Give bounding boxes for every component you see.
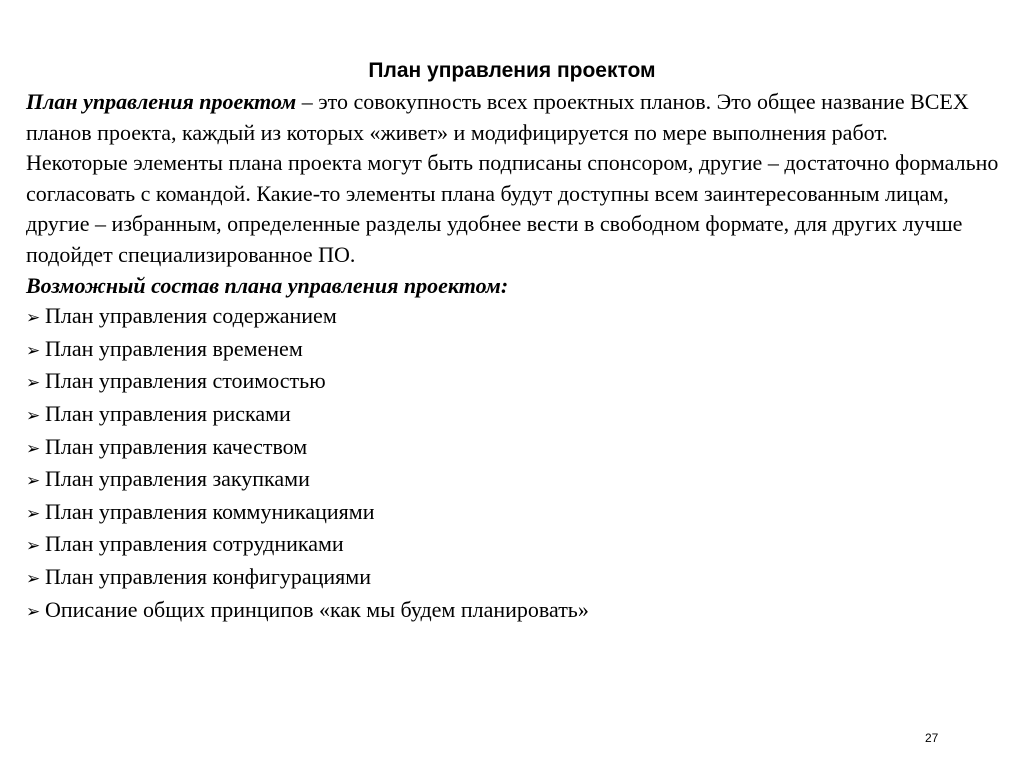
list-item-text: План управления содержанием	[45, 303, 337, 329]
list-item-text: Описание общих принципов «как мы будем планировать»	[45, 596, 589, 622]
list-item-text: План управления рисками	[45, 400, 291, 426]
page-number: 27	[925, 731, 939, 745]
arrowhead-bullet-icon: ➢	[26, 568, 41, 589]
list-item-text: План управления стоимостью	[45, 368, 326, 394]
list-item	[26, 334, 1001, 367]
arrowhead-bullet-icon: ➢	[26, 536, 41, 557]
arrowhead-bullet-icon: ➢	[26, 471, 41, 492]
list-item-text: План управления временем	[45, 335, 303, 361]
list-item	[26, 464, 1001, 497]
arrowhead-bullet-icon: ➢	[26, 601, 41, 622]
list-item-text: План управления конфигурациями	[45, 563, 371, 589]
list-item	[26, 562, 1001, 595]
list-item	[26, 301, 1001, 334]
list-item-text: План управления коммуникациями	[45, 498, 375, 524]
list-item	[26, 366, 1001, 399]
definition-text: – это совокупность всех проектных планов. Это общее название ВСЕХ планов проекта, каждый из которых «живет» и модифицируется по мере выполнения работ.	[26, 89, 969, 145]
list-item	[26, 595, 1001, 628]
list-item	[26, 529, 1001, 562]
arrowhead-bullet-icon: ➢	[26, 405, 41, 426]
list-heading	[26, 271, 1001, 302]
arrowhead-bullet-icon: ➢	[26, 308, 41, 329]
list-heading-colon: :	[500, 272, 509, 298]
list-item	[26, 432, 1001, 465]
list-item	[26, 497, 1001, 530]
list-heading-text: Возможный состав плана управления проектом	[26, 272, 501, 298]
arrowhead-bullet-icon: ➢	[26, 503, 41, 524]
list-item-text: План управления сотрудниками	[45, 531, 344, 557]
list-item-text: План управления закупками	[45, 466, 310, 492]
definition-paragraph	[26, 87, 1001, 148]
plan-list	[26, 301, 1001, 627]
list-item-text: План управления качеством	[45, 433, 308, 459]
arrowhead-bullet-icon: ➢	[26, 340, 41, 361]
description-paragraph: Некоторые элементы плана проекта могут быть подписаны спонсором, другие – достаточно формально согласовать с командой. Какие-то элементы плана будут доступны всем заинтересованным лицам, другие – избранным, определенные разделы удобнее вести в свободном формате, для других лучше подойдет специализированное ПО.	[26, 150, 999, 267]
slide-content	[26, 87, 1001, 627]
arrowhead-bullet-icon: ➢	[26, 438, 41, 459]
definition-term: План управления проектом	[26, 89, 297, 114]
list-item	[26, 399, 1001, 432]
arrowhead-bullet-icon: ➢	[26, 373, 41, 394]
slide-title: План управления проектом	[368, 59, 656, 82]
